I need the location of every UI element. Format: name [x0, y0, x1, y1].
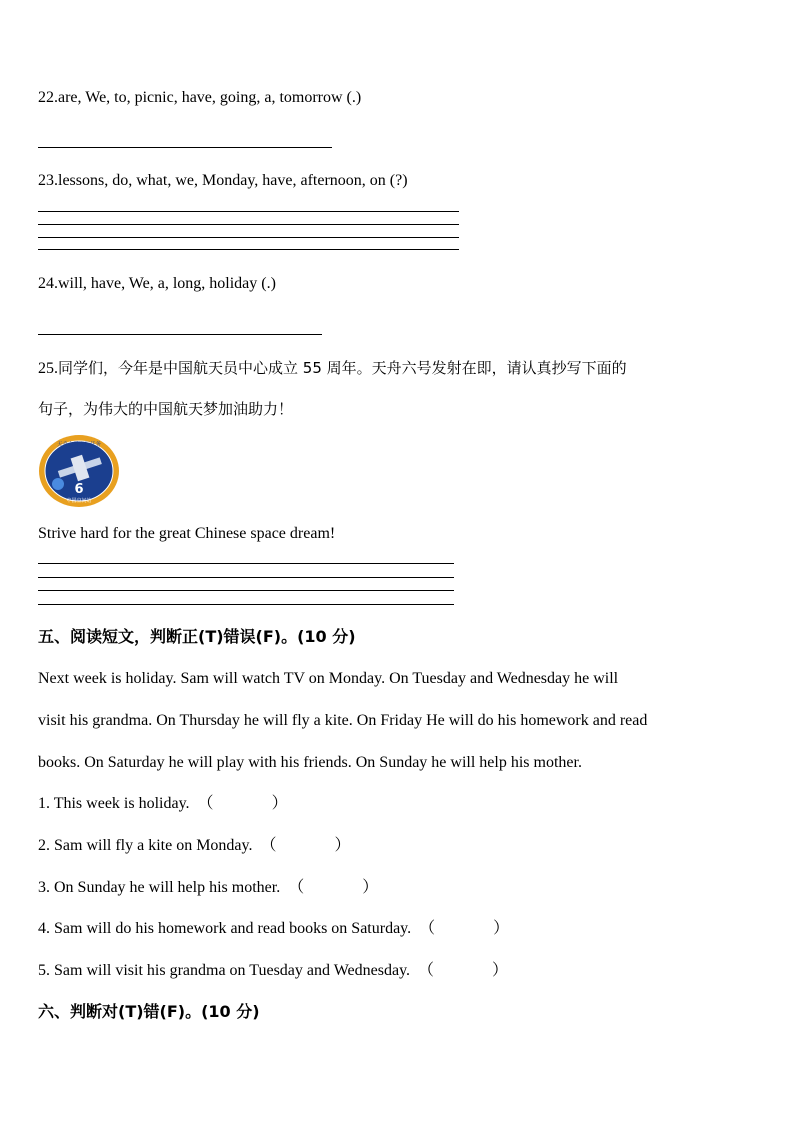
answer-bracket-open: （ [197, 795, 214, 812]
mission-patch-icon [38, 434, 120, 508]
item-text: 3. On Sunday he will help his mother. [38, 879, 281, 896]
question-text: will, have, We, a, long, holiday (.) [58, 275, 276, 292]
question-text: lessons, do, what, we, Monday, have, afternoon, on (?) [58, 172, 408, 189]
badge-top-text: 天舟六号飞行任务 [56, 442, 102, 448]
writing-line-1[interactable] [38, 563, 454, 564]
answer-line[interactable] [38, 334, 322, 335]
question-23 [38, 171, 408, 191]
judgment-item-2 [38, 836, 351, 856]
item-text: 2. Sam will fly a kite on Monday. [38, 837, 253, 854]
writing-line-2[interactable] [38, 577, 454, 578]
answer-bracket-open: （ [260, 837, 277, 854]
writing-line-3[interactable] [38, 237, 459, 238]
question-number: 22. [38, 89, 58, 106]
badge-bottom-text: 中国空间站 [66, 498, 92, 504]
copy-sentence: Strive hard for the great Chinese space dream! [38, 525, 336, 542]
item-text: 5. Sam will visit his grandma on Tuesday and Wednesday. [38, 962, 411, 979]
answer-bracket-close: ） [492, 962, 509, 979]
section-6-heading: 六、判断对(T)错(F)。(10 分) [38, 1002, 260, 1021]
question-25 [38, 358, 627, 379]
judgment-item-3 [38, 878, 378, 898]
writing-line-2[interactable] [38, 224, 459, 225]
answer-bracket-open: （ [288, 879, 305, 896]
question-text: are, We, to, picnic, have, going, a, tomorrow (.) [58, 89, 362, 106]
passage-line-3: books. On Saturday he will play with his friends. On Sunday he will help his mother. [38, 754, 582, 771]
question-number: 25. [38, 360, 58, 377]
question-text: 同学们，今年是中国航天员中心成立 55 周年。天舟六号发射在即，请认真抄写下面的 [58, 359, 627, 377]
badge-number: 6 [74, 482, 84, 497]
item-text: 1. This week is holiday. [38, 795, 190, 812]
writing-line-3[interactable] [38, 590, 454, 591]
answer-bracket-open: （ [419, 920, 436, 937]
answer-line[interactable] [38, 147, 332, 148]
writing-line-1[interactable] [38, 211, 459, 212]
question-text-continued: 句子，为伟大的中国航天梦加油助力！ [38, 400, 294, 418]
passage-line-2: visit his grandma. On Thursday he will fly a kite. On Friday He will do his homework and read [38, 712, 648, 729]
answer-bracket-close: ） [362, 879, 379, 896]
passage-line-1: Next week is holiday. Sam will watch TV on Monday. On Tuesday and Wednesday he will [38, 670, 619, 687]
answer-bracket-close: ） [334, 837, 351, 854]
judgment-item-5 [38, 961, 508, 981]
judgment-item-4 [38, 919, 509, 939]
answer-bracket-open: （ [418, 962, 435, 979]
item-text: 4. Sam will do his homework and read books on Saturday. [38, 920, 412, 937]
writing-line-4[interactable] [38, 604, 454, 605]
judgment-item-1 [38, 794, 288, 814]
question-number: 24. [38, 275, 58, 292]
writing-line-4[interactable] [38, 249, 459, 250]
question-24 [38, 274, 276, 294]
section-5-heading: 五、阅读短文，判断正(T)错误(F)。(10 分) [38, 627, 356, 646]
question-22 [38, 88, 361, 108]
answer-bracket-close: ） [271, 795, 288, 812]
answer-bracket-close: ） [493, 920, 510, 937]
question-number: 23. [38, 172, 58, 189]
